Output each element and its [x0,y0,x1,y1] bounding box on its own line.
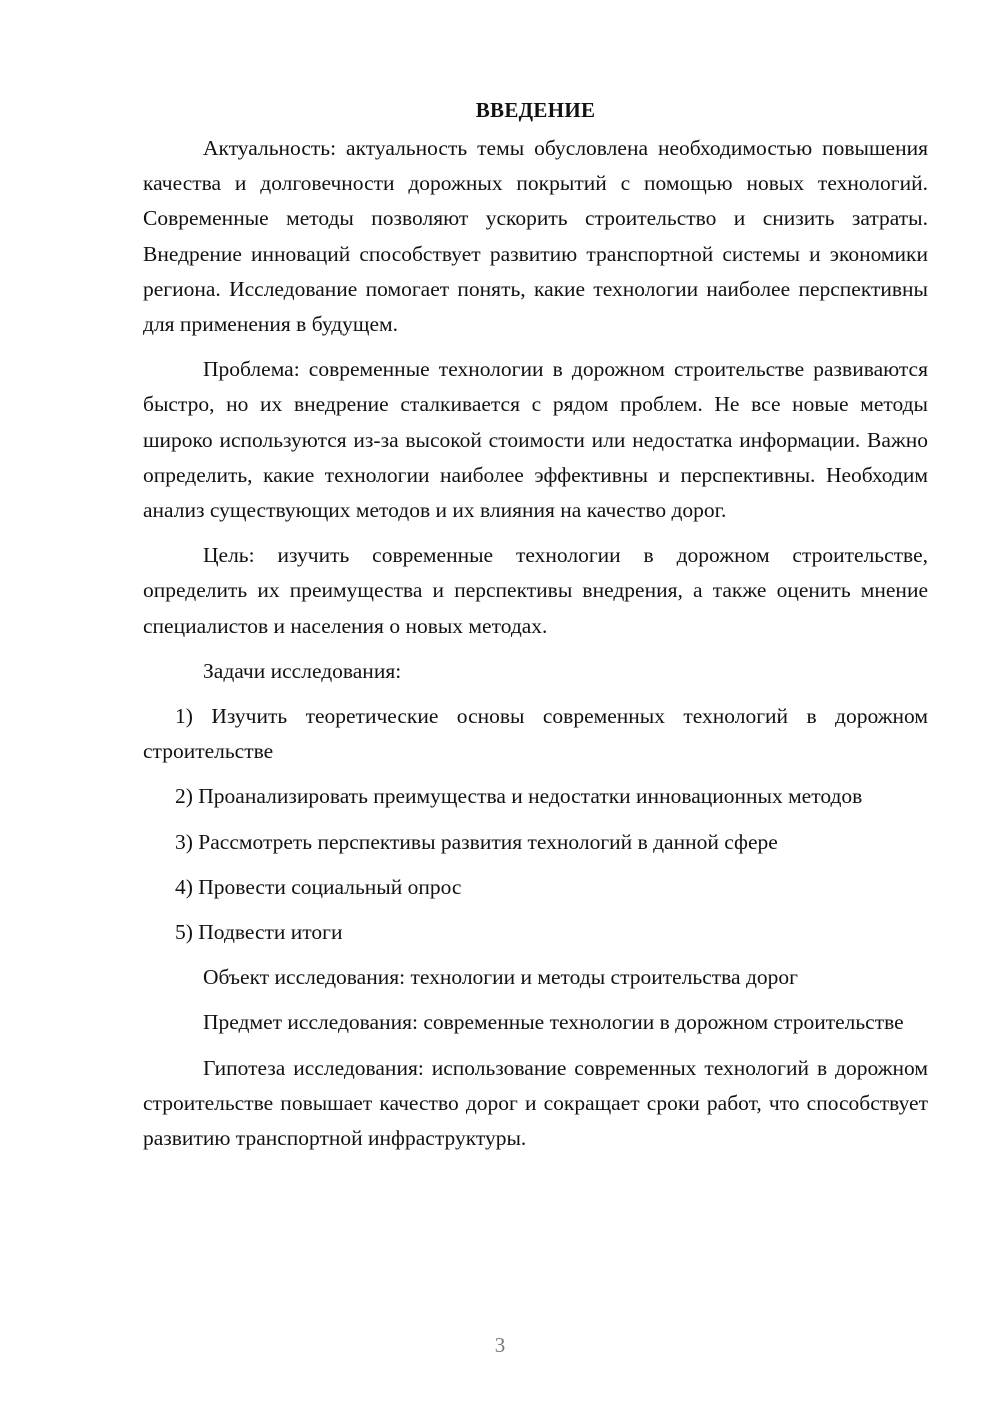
relevance-paragraph: Актуальность: актуальность темы обусловлена необходимостью повышения качества и долговечности дорожных покрытий с помощью новых технологий. Современные методы позволяют ускорить строительство и снизить затраты. Внедрение инноваций способствует развитию транспортной системы и экономики региона. Исследование помогает понять, какие технологии наиболее перспективны для применения в будущем. [143,136,928,337]
tasks-title: Задачи исследования: [203,658,402,683]
task-item-1: 1) Изучить теоретические основы современных технологий в дорожном строительстве [143,704,928,764]
object-paragraph: Объект исследования: технологии и методы строительства дорог [203,965,798,990]
problem-paragraph: Проблема: современные технологии в дорожном строительстве развиваются быстро, но их внедрение сталкивается с рядом проблем. Не все новые методы широко используются из-за высокой стоимости или недостатка информации. Важно определить, какие технологии наиболее эффективны и перспективны. Необходим анализ существующих методов и их влияния на качество дорог. [143,357,928,523]
task-item-2: 2) Проанализировать преимущества и недостатки инновационных методов [175,784,863,809]
goal-paragraph: Цель: изучить современные технологии в дорожном строительстве, определить их преимущества и перспективы внедрения, а также оценить мнение специалистов и населения о новых методах. [143,543,928,638]
section-heading: ВВЕДЕНИЕ [475,98,596,122]
hypothesis-paragraph: Гипотеза исследования: использование современных технологий в дорожном строительстве повышает качество дорог и сокращает сроки работ, что способствует развитию транспортной инфраструктуры. [143,1055,928,1151]
task-item-4: 4) Провести социальный опрос [175,874,462,899]
task-item-5: 5) Подвести итоги [175,920,343,945]
document-page [143,95,928,1166]
page-number: 3 [494,1333,506,1357]
task-item-3: 3) Рассмотреть перспективы развития технологий в данной сфере [175,829,778,854]
subject-paragraph: Предмет исследования: современные технологии в дорожном строительстве [203,1010,904,1035]
